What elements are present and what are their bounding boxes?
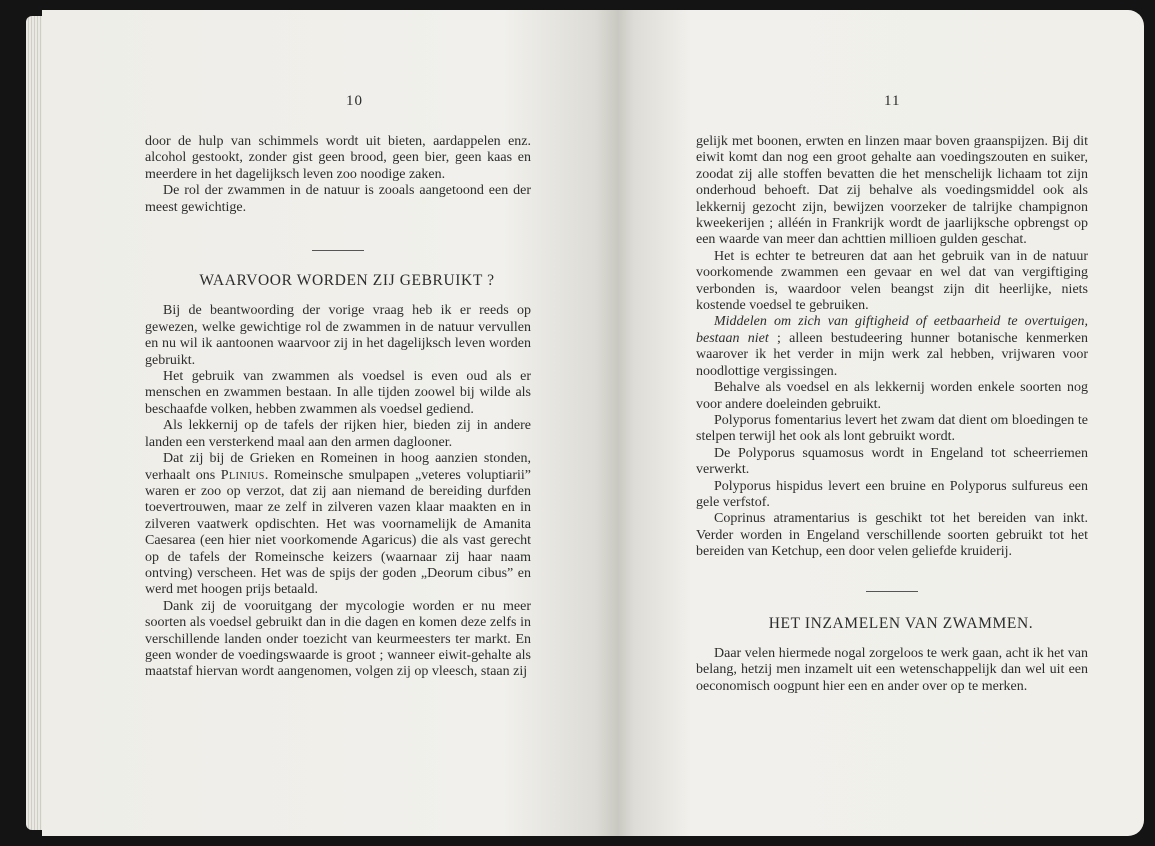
paragraph: door de hulp van schimmels wordt uit bieten, aardappelen enz. alcohol gestookt, zonder gist geen brood, geen bier, geen kaas en meerdere in het dagelijksch leven zoo noodige zaken.	[145, 134, 531, 182]
paragraph: gelijk met boonen, erwten en linzen maar boven graanspijzen. Bij dit eiwit komt dan nog een groot gehalte aan voedingszouten en suiker, zoodat zij alle stoffen bevatten die het menschelijk lichaam tot zijn onderhoud behoeft. Dat zij behalve als voedingsmiddel ook als lekkernij gezocht zijn, bewijzen voorzeker de talrijke champignon kweekerijen ; alléén in Frankrijk wordt de jaarlijksche opbrengst op een waarde van meer dan achttien millioen gulden geschat.	[696, 134, 1088, 248]
paragraph: De Polyporus squamosus wordt in Engeland tot scheerriemen verwerkt.	[696, 445, 1088, 478]
paragraph	[696, 314, 1088, 380]
book-spread	[26, 10, 1144, 836]
paragraph: Bij de beantwoording der vorige vraag heb ik er reeds op gewezen, welke gewichtige rol de zwammen in de natuur vervullen en nu wil ik aantoonen waarvoor zij in het dagelijksch leven worden gebruikt.	[145, 303, 531, 368]
text-span: . Romeinsche smulpapen „veteres voluptiarii” waren er zoo op verzot, dat zij aan niemand de bereiding durfden toevertrouwen, maar ze zelf in zilveren vazen klaar maakten en in zilveren vaatwerk opdischten. Het was voornamelijk de Amanita Caesarea (een hier niet voorkomende Agaricus) die als vast gerecht op de tafels der Romeinsche keizers (waarnaar zij haar naam ontving) verscheen. Het was de spijs der goden „Deorum cibus” en werd met hoogen prijs betaald.	[145, 467, 531, 598]
page-number: 11	[884, 93, 901, 109]
text-span: ; alleen bestudeering hunner botanische kenmerken waarover ik het verder in mijn werk zal hebben, vrijwaren voor noodlottige vergissingen.	[696, 330, 1089, 379]
paragraph: Als lekkernij op de tafels der rijken hier, bieden zij in andere landen een versterkend maal aan den armen daglooner.	[145, 418, 531, 450]
right-page	[618, 10, 1144, 836]
paragraph: Polyporus hispidus levert een bruine en Polyporus sulfureus een gele verfstof.	[696, 478, 1088, 510]
section-heading: HET INZAMELEN VAN ZWAMMEN.	[768, 614, 1034, 632]
paragraph: Coprinus atramentarius is geschikt tot het bereiden van inkt. Verder worden in Engeland verschillende soorten gebruikt tot het bereiden van Ketchup, een door velen geliefde kruiderij.	[696, 511, 1088, 560]
text-span: Dat zij bij de Grieken en Romeinen in hoog aanzien stonden, verhaalt ons	[145, 451, 531, 483]
italic-text: Middelen om zich van giftigheid of eetbaarheid te overtuigen, bestaan niet	[696, 314, 1088, 346]
paragraph: Behalve als voedsel en als lekkernij worden enkele soorten nog voor andere doeleinden gebruikt.	[696, 380, 1088, 412]
left-page	[42, 10, 618, 836]
paragraph: Het gebruik van zwammen als voedsel is even oud als er menschen en zwammen bestaan. In alle tijden zoowel bij wilde als beschaafde volken, hebben zwammen als voedsel gediend.	[145, 369, 531, 417]
author-name: Plinius	[220, 467, 265, 483]
paragraph: Polyporus fomentarius levert het zwam dat dient om bloedingen te stelpen terwijl het ook als lont gebruikt wordt.	[696, 412, 1088, 445]
paragraph: De rol der zwammen in de natuur is zooals aangetoond een der meest gewichtige.	[145, 183, 531, 215]
page-number: 10	[346, 93, 363, 109]
right-page-text	[696, 134, 1088, 695]
paragraph: Dank zij de vooruitgang der mycologie worden er nu meer soorten als voedsel gebruikt dan in die dagen en komen deze zelfs in verschillende landen onder toezicht van keurmeesters ter markt. En geen wonder de voedingswaarde is groot ; wanneer eiwit-gehalte als maatstaf hiervan wordt aangenomen, volgen zij op vleesch, staan zij	[145, 598, 531, 680]
paragraph: Het is echter te betreuren dat aan het gebruik van in de natuur voorkomende zwammen een gevaar en wel dat van vergiftiging verbonden is, waardoor velen beangst zijn dit heerlijke, niets kostende voedsel te gebruiken.	[696, 248, 1088, 314]
paragraph: Daar velen hiermede nogal zorgeloos te werk gaan, acht ik het van belang, hetzij men inzamelt uit een wetenschappelijk dan wel uit een oeconomisch oogpunt hier een en ander over op te merken.	[696, 645, 1088, 694]
section-heading: WAARVOOR WORDEN ZIJ GEBRUIKT ?	[199, 272, 495, 290]
paragraph	[145, 451, 531, 599]
left-page-text	[145, 134, 531, 681]
